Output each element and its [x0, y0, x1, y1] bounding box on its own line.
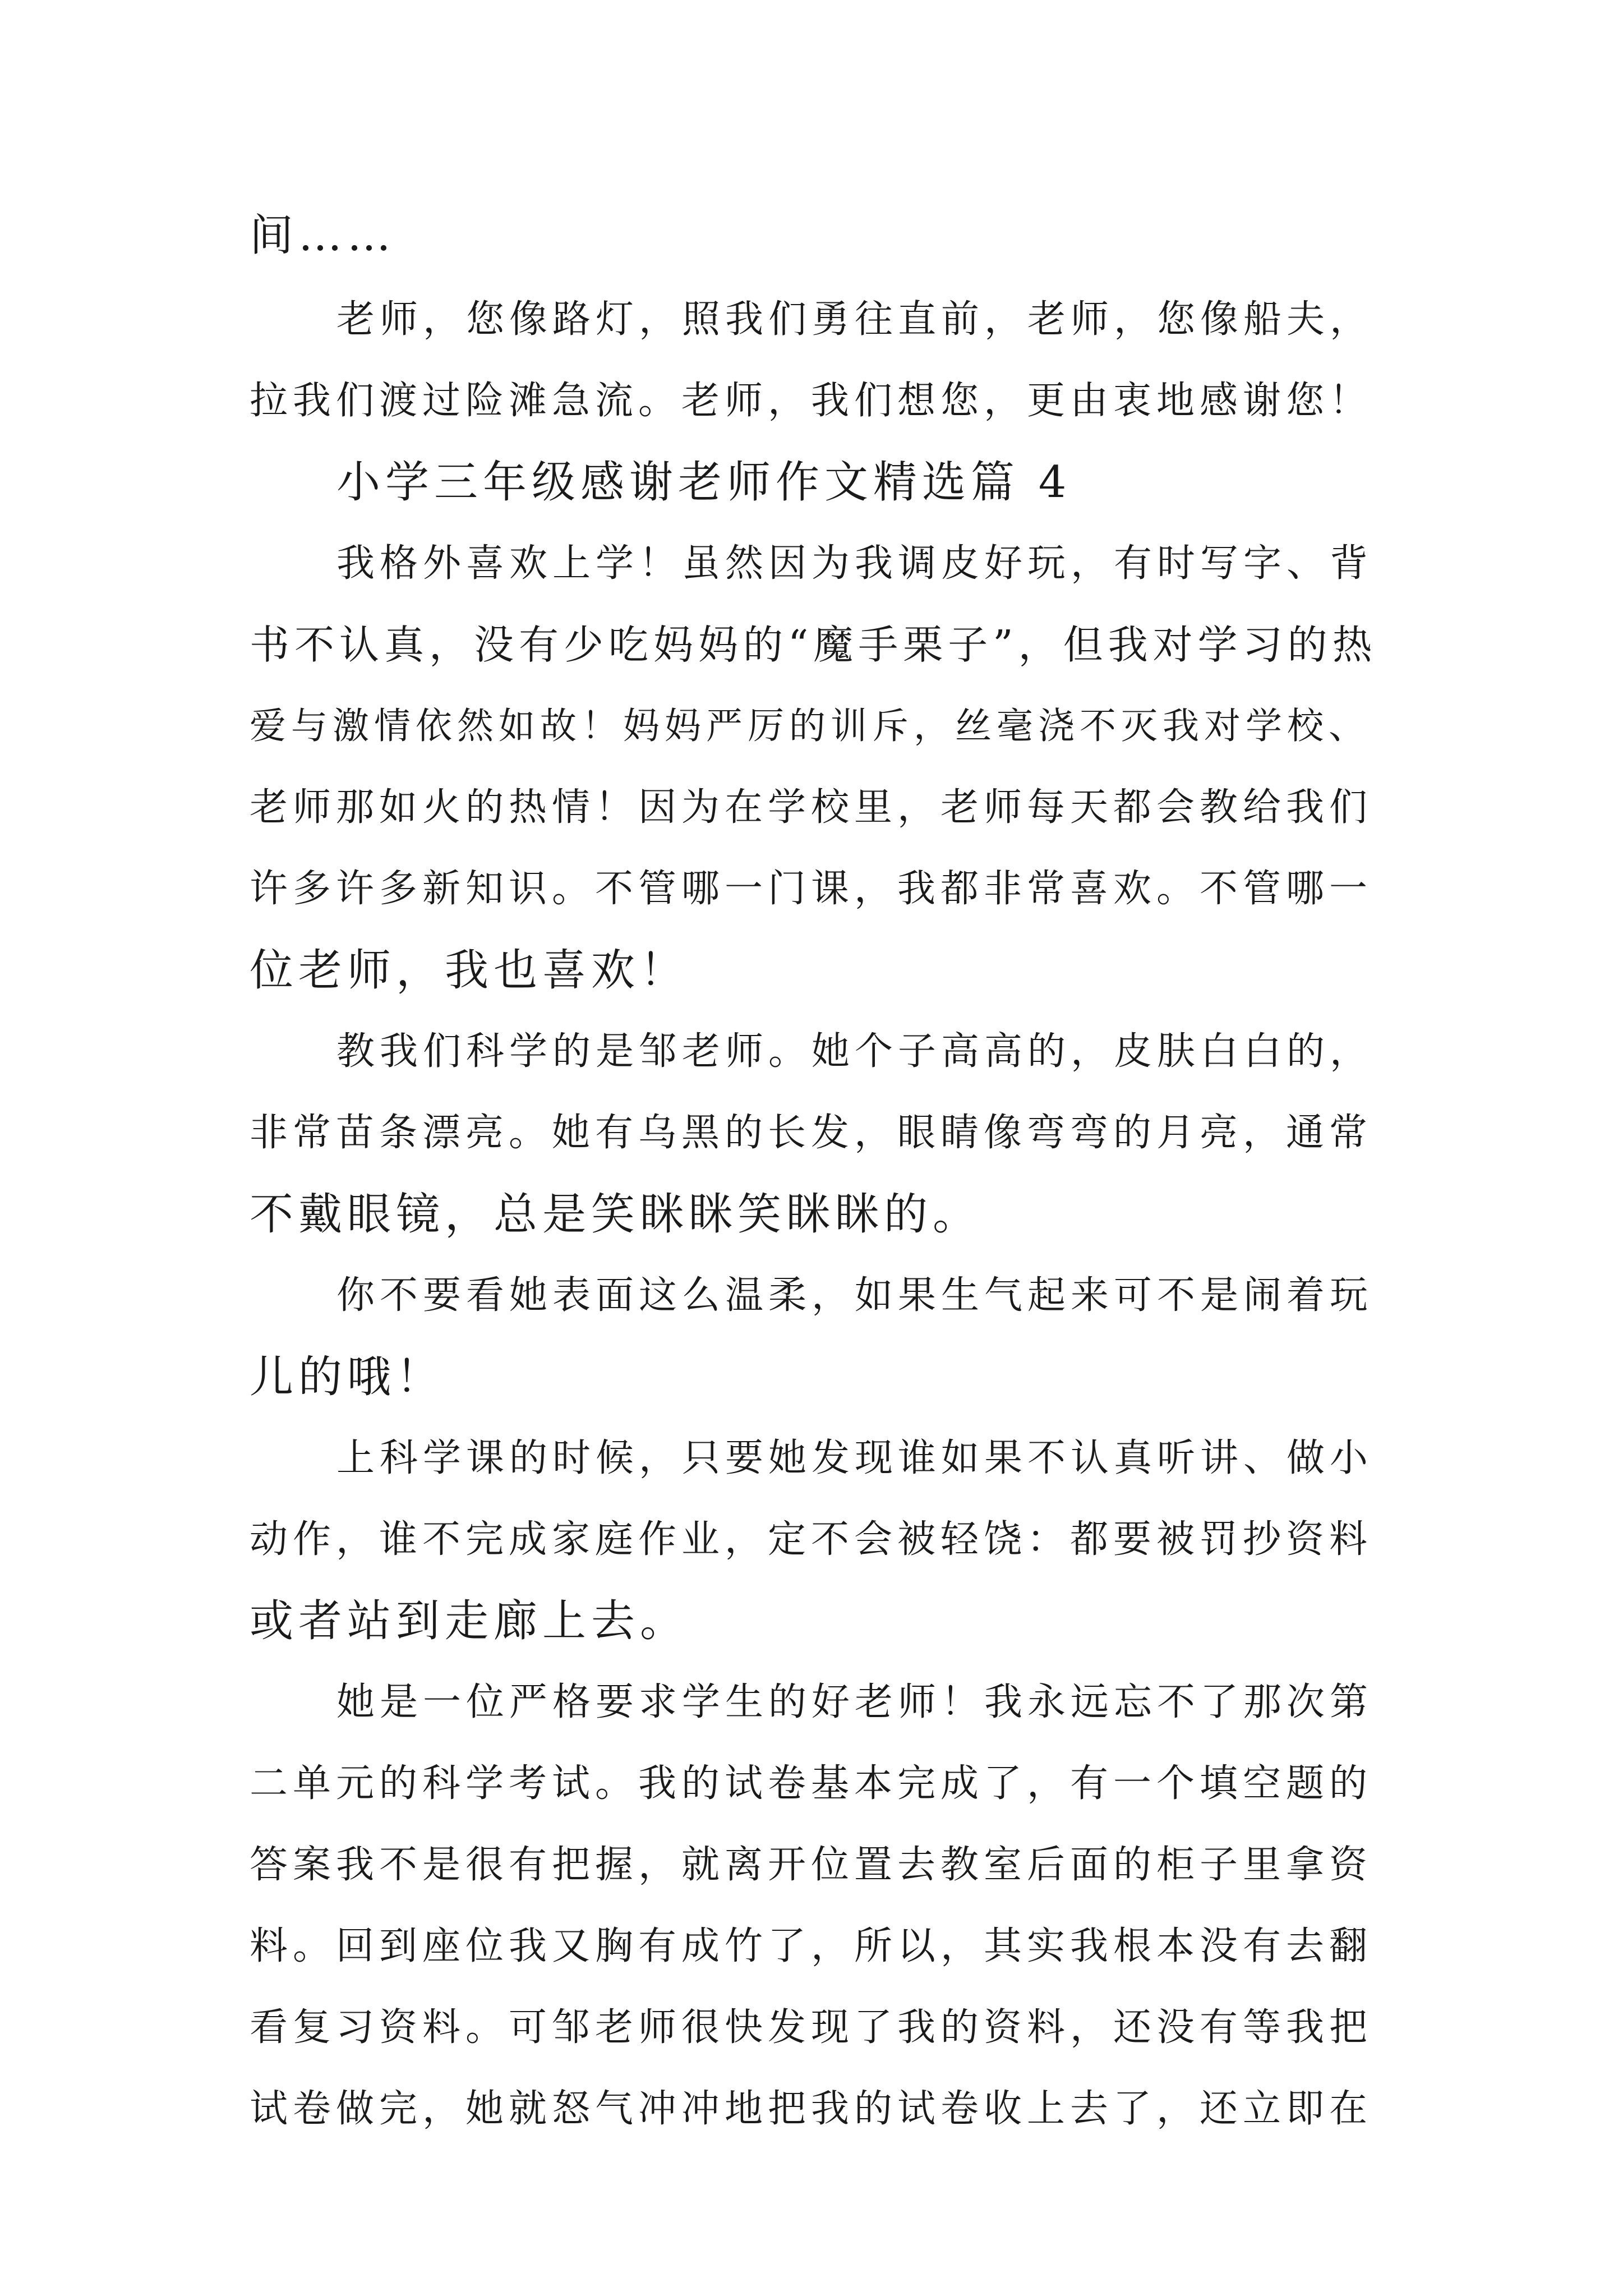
- text-line: 老师，您像路灯，照我们勇往直前，老师，您像船夫，: [336, 297, 1373, 342]
- text-line: 我格外喜欢上学！虽然因为我调皮好玩，有时写字、背: [336, 541, 1373, 586]
- text-line: 料。回到座位我又胸有成竹了，所以，其实我根本没有去翻: [250, 1924, 1373, 1968]
- text-line: 间……: [250, 210, 396, 261]
- text-line: 拉我们渡过险滩急流。老师，我们想您，更由衷地感谢您！: [250, 379, 1373, 423]
- text-line: 或者站到走廊上去。: [250, 1596, 689, 1646]
- text-line: 位老师，我也喜欢！: [250, 945, 689, 996]
- text-line: 试卷做完，她就怒气冲冲地把我的试卷收上去了，还立即在: [250, 2087, 1373, 2131]
- text-line: 老师那如火的热情！因为在学校里，老师每天都会教给我们: [250, 785, 1373, 830]
- text-line: 答案我不是很有把握，就离开位置去教室后面的柜子里拿资: [250, 1843, 1373, 1887]
- text-line: 二单元的科学考试。我的试卷基本完成了，有一个填空题的: [250, 1761, 1373, 1806]
- text-line: 上科学课的时候，只要她发现谁如果不认真听讲、做小: [336, 1436, 1373, 1480]
- text-line: 教我们科学的是邹老师。她个子高高的，皮肤白白的，: [336, 1029, 1373, 1074]
- text-line: 动作，谁不完成家庭作业，定不会被轻饶：都要被罚抄资料: [250, 1517, 1373, 1562]
- text-line: 爱与激情依然如故！妈妈严厉的训斥，丝毫浇不灭我对学校、: [250, 705, 1371, 747]
- text-line: 儿的哦！: [250, 1352, 445, 1402]
- text-line: 书不认真，没有少吃妈妈的“魔手栗子”，但我对学习的热: [250, 622, 1377, 668]
- section-heading: 小学三年级感谢老师作文精选篇 4: [336, 457, 1072, 508]
- text-line: 不戴眼镜，总是笑眯眯笑眯眯的。: [250, 1189, 982, 1240]
- text-line: 非常苗条漂亮。她有乌黑的长发，眼睛像弯弯的月亮，通常: [250, 1111, 1373, 1155]
- text-line: 看复习资料。可邹老师很快发现了我的资料，还没有等我把: [250, 2005, 1373, 2050]
- text-line: 她是一位严格要求学生的好老师！我永远忘不了那次第: [336, 1680, 1373, 1724]
- text-line: 你不要看她表面这么温柔，如果生气起来可不是闹着玩: [336, 1273, 1373, 1318]
- text-line: 许多许多新知识。不管哪一门课，我都非常喜欢。不管哪一: [250, 867, 1373, 911]
